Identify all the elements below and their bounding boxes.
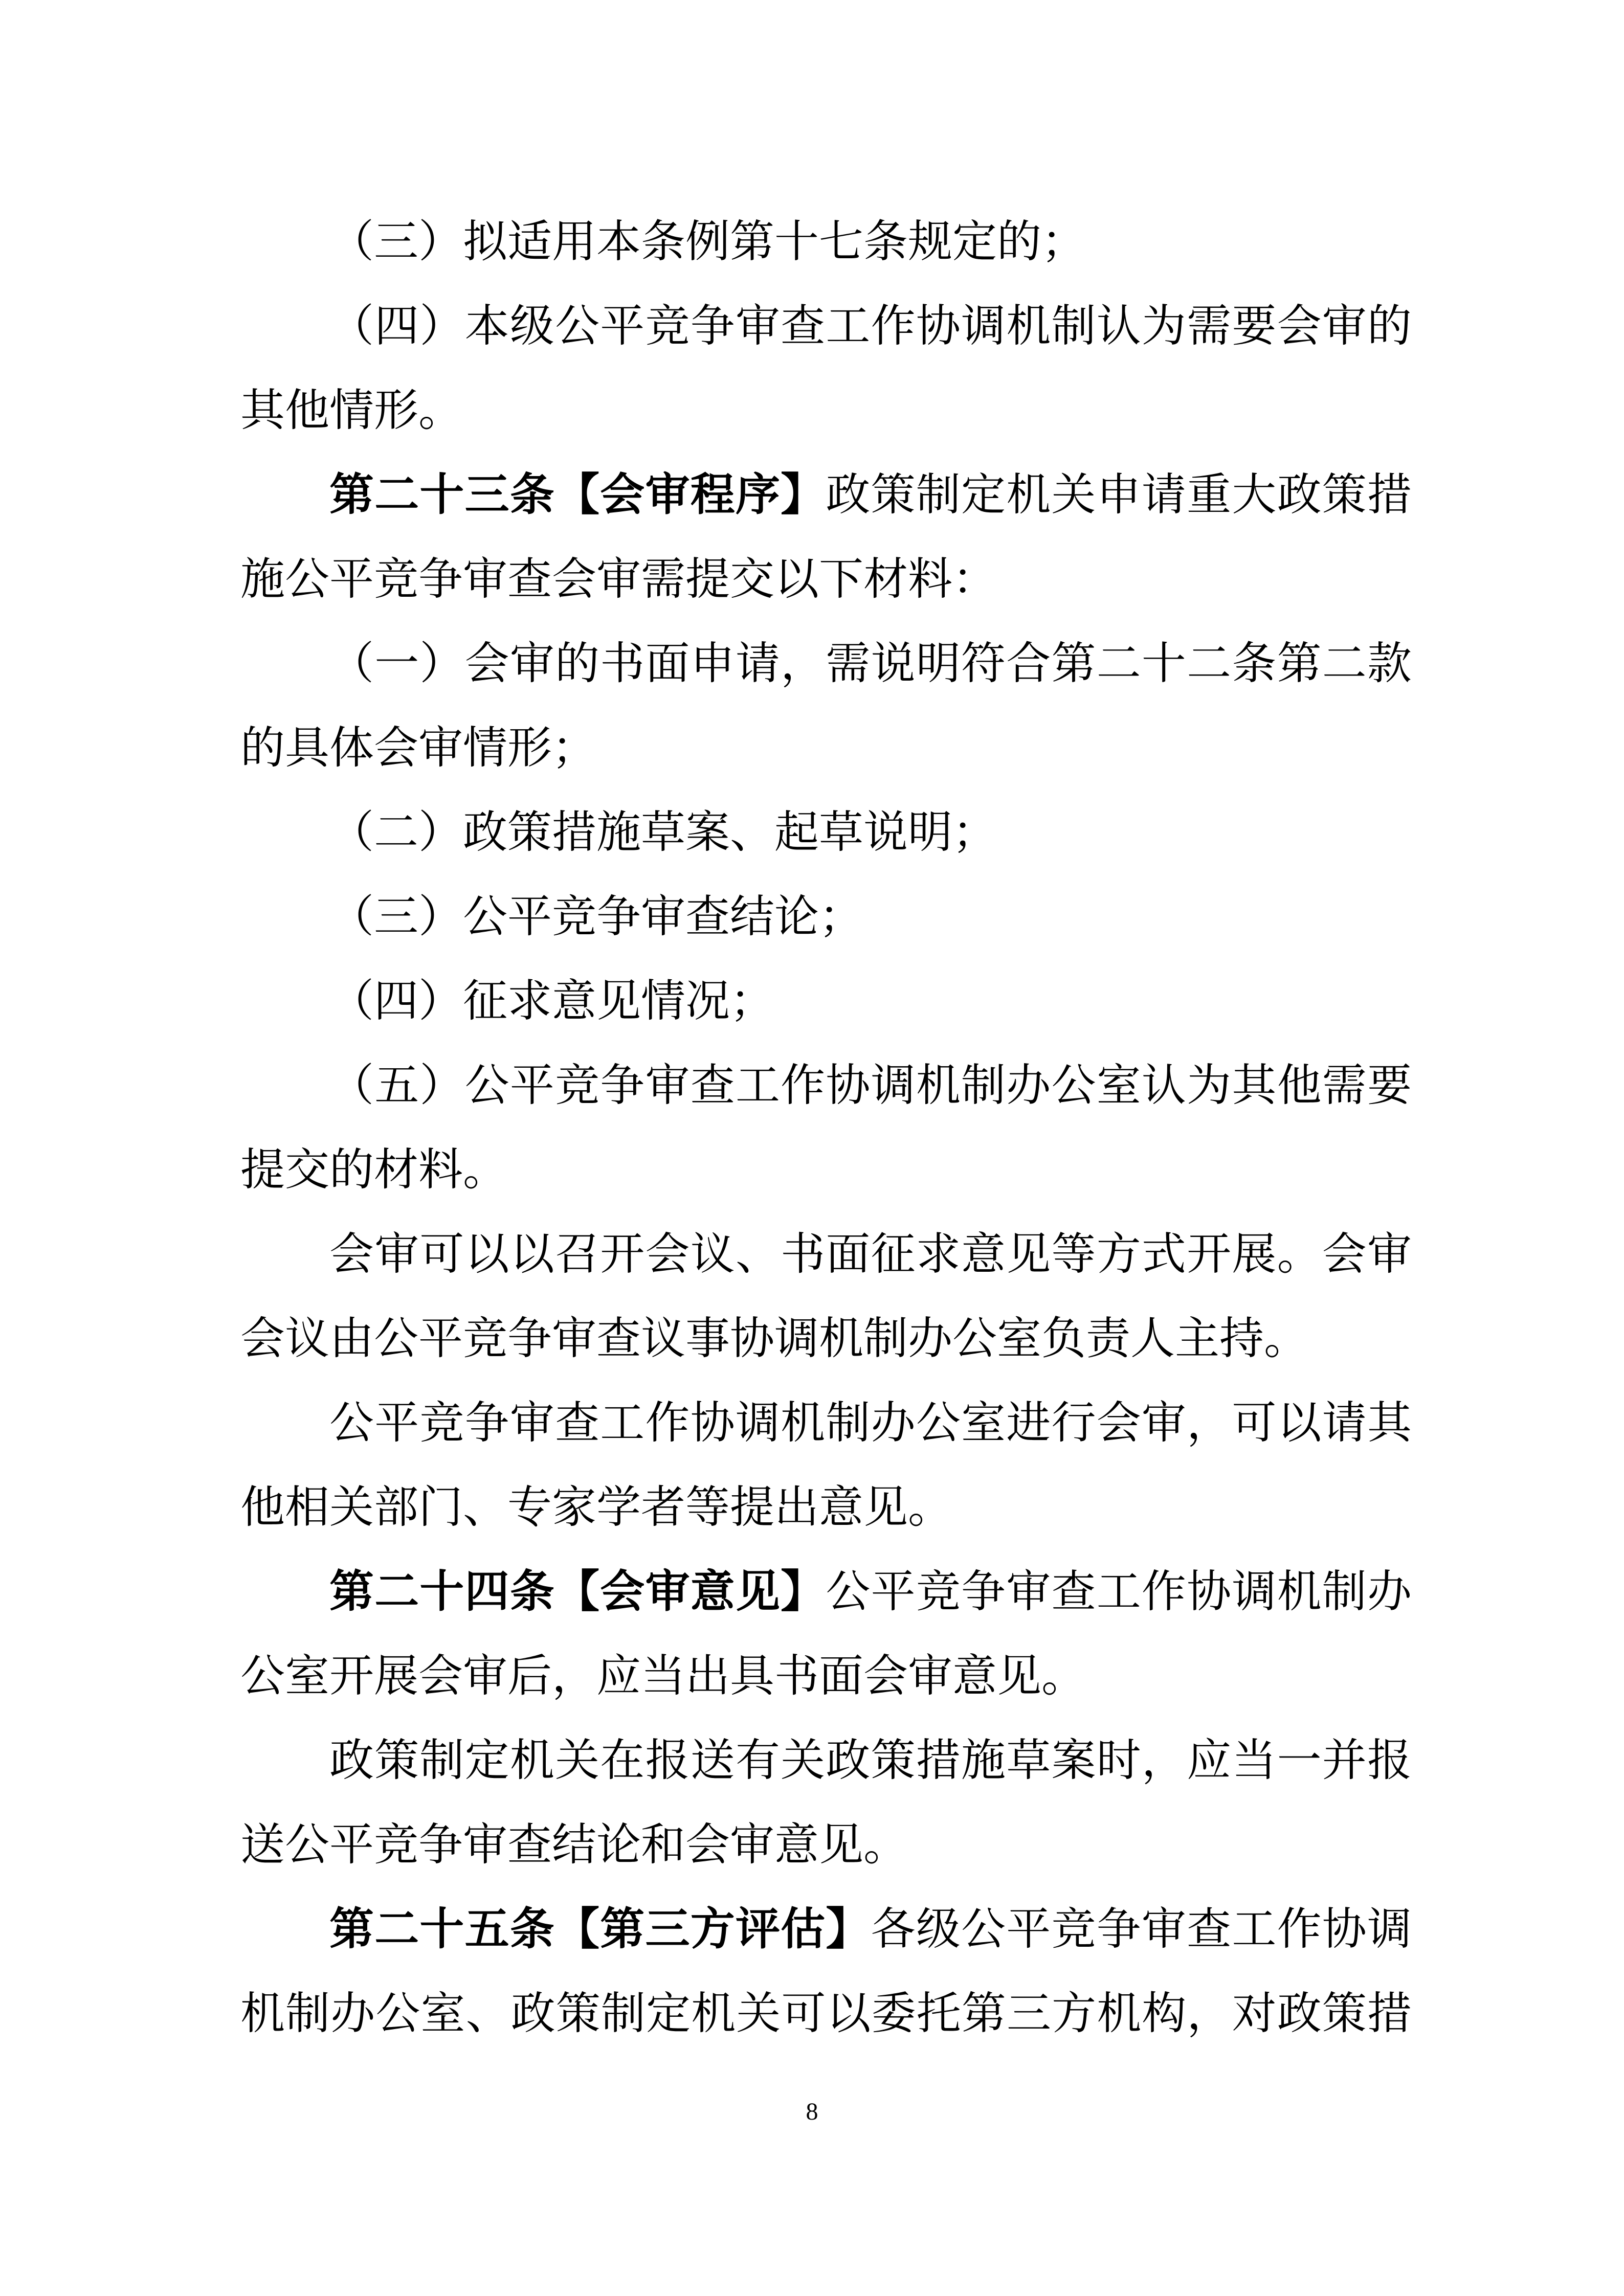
text-segment: （二）政策措施草案、起草说明； xyxy=(329,807,997,857)
text-segment: 各级公平竞争审查工作协调 xyxy=(871,1904,1412,1954)
text-segment: 政策制定机关在报送有关政策措施草案时，应当一并报 xyxy=(329,1736,1412,1785)
text-segment: （四）本级公平竞争审查工作协调机制认为需要会审的 xyxy=(329,301,1412,351)
text-line xyxy=(240,1296,1412,1381)
text-line xyxy=(240,1803,1412,1887)
text-segment: 会议由公平竞争审查议事协调机制办公室负责人主持。 xyxy=(240,1314,1308,1363)
text-segment: 政策制定机关申请重大政策措 xyxy=(826,470,1412,520)
text-line xyxy=(240,1887,1412,1971)
text-segment: （三）拟适用本条例第十七条规定的； xyxy=(329,217,1086,266)
text-segment: 提交的材料。 xyxy=(240,1145,507,1195)
text-line xyxy=(240,1634,1412,1718)
text-segment: 送公平竞争审查结论和会审意见。 xyxy=(240,1820,908,1870)
text-segment: 的具体会审情形； xyxy=(240,723,596,773)
text-segment: 公室开展会审后，应当出具书面会审意见。 xyxy=(240,1651,1086,1701)
text-line xyxy=(240,284,1412,368)
text-segment: 机制办公室、政策制定机关可以委托第三方机构，对政策措 xyxy=(240,1989,1412,2038)
text-segment: （四）征求意见情况； xyxy=(329,976,774,1026)
text-line xyxy=(240,368,1412,453)
text-segment: （五）公平竞争审查工作协调机制办公室认为其他需要 xyxy=(329,1061,1412,1110)
page-number: 8 xyxy=(806,2098,818,2125)
text-line xyxy=(240,1718,1412,1803)
article-heading: 第二十三条【会审程序】 xyxy=(329,470,826,520)
text-line xyxy=(240,199,1412,284)
text-segment: 其他情形。 xyxy=(240,386,463,435)
text-segment: （一）会审的书面申请，需说明符合第二十二条第二款 xyxy=(329,639,1412,688)
text-line xyxy=(240,1381,1412,1465)
text-line xyxy=(240,1465,1412,1549)
text-line xyxy=(240,1128,1412,1212)
text-line xyxy=(240,537,1412,621)
text-line xyxy=(240,1549,1412,1634)
document-body xyxy=(240,199,1412,2056)
text-line xyxy=(240,959,1412,1043)
text-segment: （三）公平竞争审查结论； xyxy=(329,892,863,941)
text-line xyxy=(240,453,1412,537)
text-line xyxy=(240,1971,1412,2056)
text-segment: 公平竞争审查工作协调机制办 xyxy=(826,1567,1412,1616)
article-heading: 第二十四条【会审意见】 xyxy=(329,1567,826,1616)
text-segment: 施公平竞争审查会审需提交以下材料： xyxy=(240,554,997,604)
text-line xyxy=(240,1212,1412,1296)
text-line xyxy=(240,790,1412,874)
text-segment: 公平竞争审查工作协调机制办公室进行会审，可以请其 xyxy=(329,1398,1412,1448)
text-line xyxy=(240,706,1412,790)
article-heading: 第二十五条【第三方评估】 xyxy=(329,1904,871,1954)
text-segment: 会审可以以召开会议、书面征求意见等方式开展。会审 xyxy=(329,1229,1412,1279)
text-line xyxy=(240,1043,1412,1128)
text-line xyxy=(240,621,1412,706)
text-line xyxy=(240,874,1412,959)
text-segment: 他相关部门、专家学者等提出意见。 xyxy=(240,1482,952,1532)
